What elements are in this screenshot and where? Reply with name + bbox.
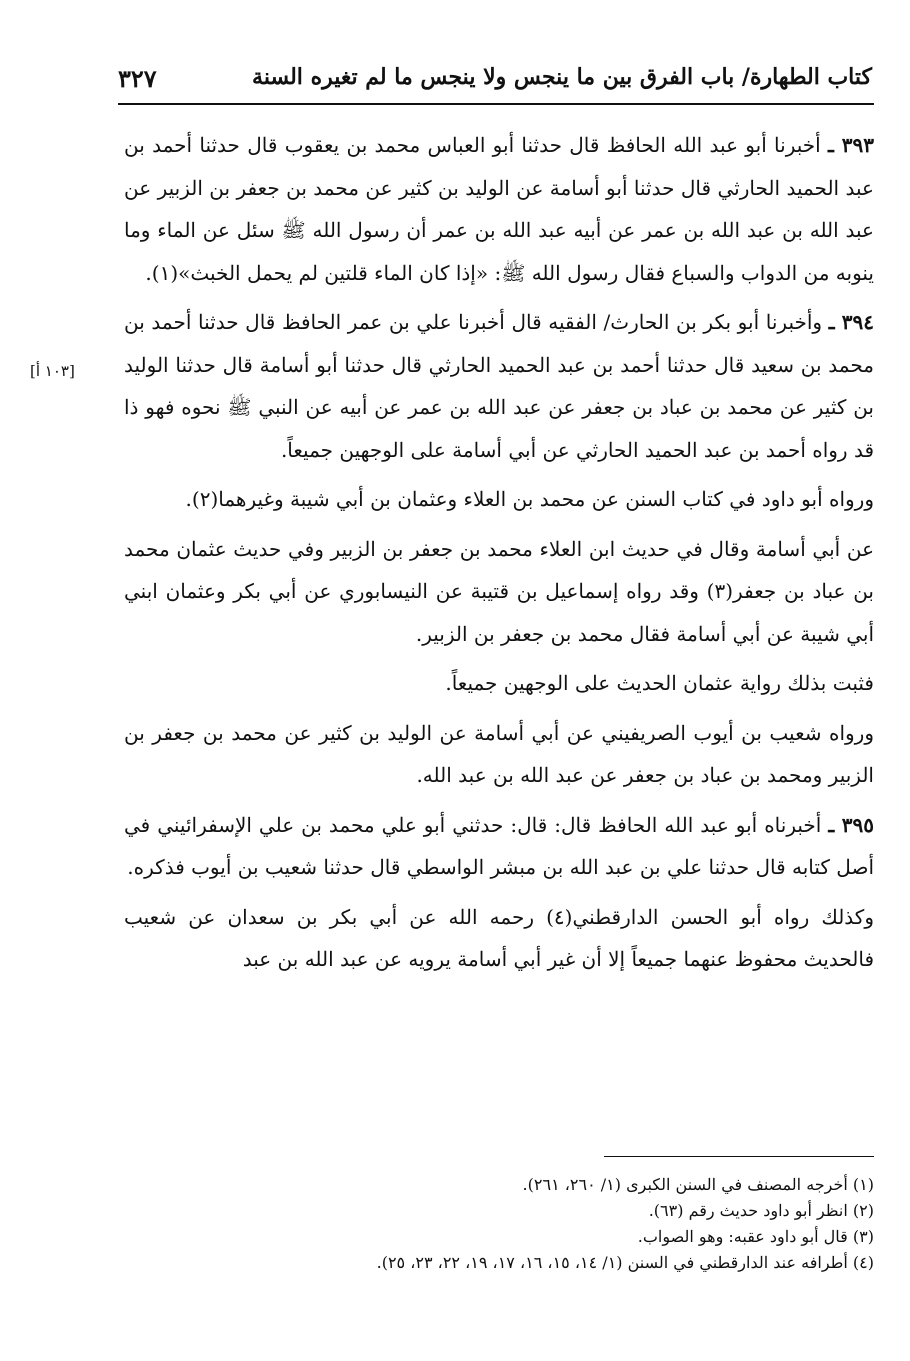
text-paragraph <box>124 528 874 656</box>
footnotes <box>124 1172 874 1276</box>
page-number: ٣٢٧ <box>118 64 157 93</box>
text-paragraph <box>124 712 874 797</box>
paragraph-text: ورواه شعيب بن أيوب الصريفيني عن أبي أسامة عن الوليد بن كثير عن محمد بن جعفر بن الزبير ومحمد بن عباد بن جعفر عن عبد الله بن عبد الله. <box>124 720 874 787</box>
paragraph-text: أخبرنا أبو عبد الله الحافظ قال حدثنا أبو العباس محمد بن يعقوب قال حدثنا أحمد بن عبد الحميد الحارثي قال حدثنا أبو أسامة عن الوليد بن كثير عن محمد بن جعفر بن الزبير عن عبد الله بن عبد الله بن عمر عن أبيه عبد الله بن عمر أن رسول الله ﷺ سئل عن الماء وما ينوبه من الدواب والسباع فقال رسول الله ﷺ: «إذا كان الماء قلتين لم يحمل الخبث»(١). <box>124 133 874 285</box>
text-paragraph <box>124 478 874 521</box>
text-paragraph <box>124 662 874 705</box>
hadith-number: ٣٩٣ ـ <box>828 133 874 157</box>
paragraph-text: عن أبي أسامة وقال في حديث ابن العلاء محمد بن جعفر بن الزبير وفي حديث عثمان محمد بن عباد بن جعفر(٣) وقد رواه إسماعيل بن قتيبة عن النيسابوري عن أبي بكر وعثمان ابني أبي شيبة عن أبي أسامة فقال محمد بن جعفر بن الزبير. <box>124 536 874 646</box>
header-divider <box>118 103 874 105</box>
footnote: (١) أخرجه المصنف في السنن الكبرى (١/ ٢٦٠، ٢٦١). <box>522 1175 874 1194</box>
paragraph-text: أخبرناه أبو عبد الله الحافظ قال: قال: حدثني أبو علي محمد بن علي الإسفرائيني في أصل كتابه قال حدثنا علي بن عبد الله بن مبشر الواسطي قال حدثنا شعيب بن أيوب فذكره. <box>124 812 874 879</box>
paragraph-text: وكذلك رواه أبو الحسن الدارقطني(٤) رحمه الله عن أبي بكر بن سعدان عن شعيب فالحديث محفوظ عنهما جميعاً إلا أن غير أبي أسامة يرويه عن عبد الله بن عبد <box>124 904 874 971</box>
footnote: (٤) أطرافه عند الدارقطني في السنن (١/ ١٤، ١٥، ١٦، ١٧، ١٩، ٢٢، ٢٣، ٢٥). <box>376 1253 874 1272</box>
footnote-divider <box>604 1156 874 1157</box>
paragraph-text: وأخبرنا أبو بكر بن الحارث/ الفقيه قال أخبرنا علي بن عمر الحافظ قال حدثنا أحمد بن محمد بن سعيد قال حدثنا أحمد بن عبد الحميد الحارثي قال حدثنا أبو أسامة قال حدثنا الوليد بن كثير عن محمد بن عباد بن جعفر عن عبد الله بن عمر عن أبيه عن النبي ﷺ نحوه فهو ذا قد رواه أحمد بن عبد الحميد الحارثي عن أبي أسامة على الوجهين جميعاً. <box>124 310 874 462</box>
hadith-paragraph <box>124 124 874 294</box>
chapter-title: كتاب الطهارة/ باب الفرق بين ما ينجس ولا ينجس ما لم تغيره السنة <box>252 64 872 90</box>
paragraph-text: ورواه أبو داود في كتاب السنن عن محمد بن العلاء وعثمان بن أبي شيبة وغيرهما(٢). <box>185 487 874 511</box>
hadith-paragraph <box>124 804 874 889</box>
running-header <box>118 56 872 100</box>
main-text <box>124 124 874 988</box>
hadith-paragraph <box>124 301 874 471</box>
footnote: (٣) قال أبو داود عقبه: وهو الصواب. <box>637 1227 874 1246</box>
text-paragraph <box>124 896 874 981</box>
hadith-number: ٣٩٥ ـ <box>828 812 874 837</box>
margin-note: [١٠٣ أ] <box>30 362 75 380</box>
footnote: (٢) انظر أبو داود حديث رقم (٦٣). <box>648 1201 874 1220</box>
paragraph-text: فثبت بذلك رواية عثمان الحديث على الوجهين جميعاً. <box>445 671 874 695</box>
hadith-number: ٣٩٤ ـ <box>828 310 875 334</box>
